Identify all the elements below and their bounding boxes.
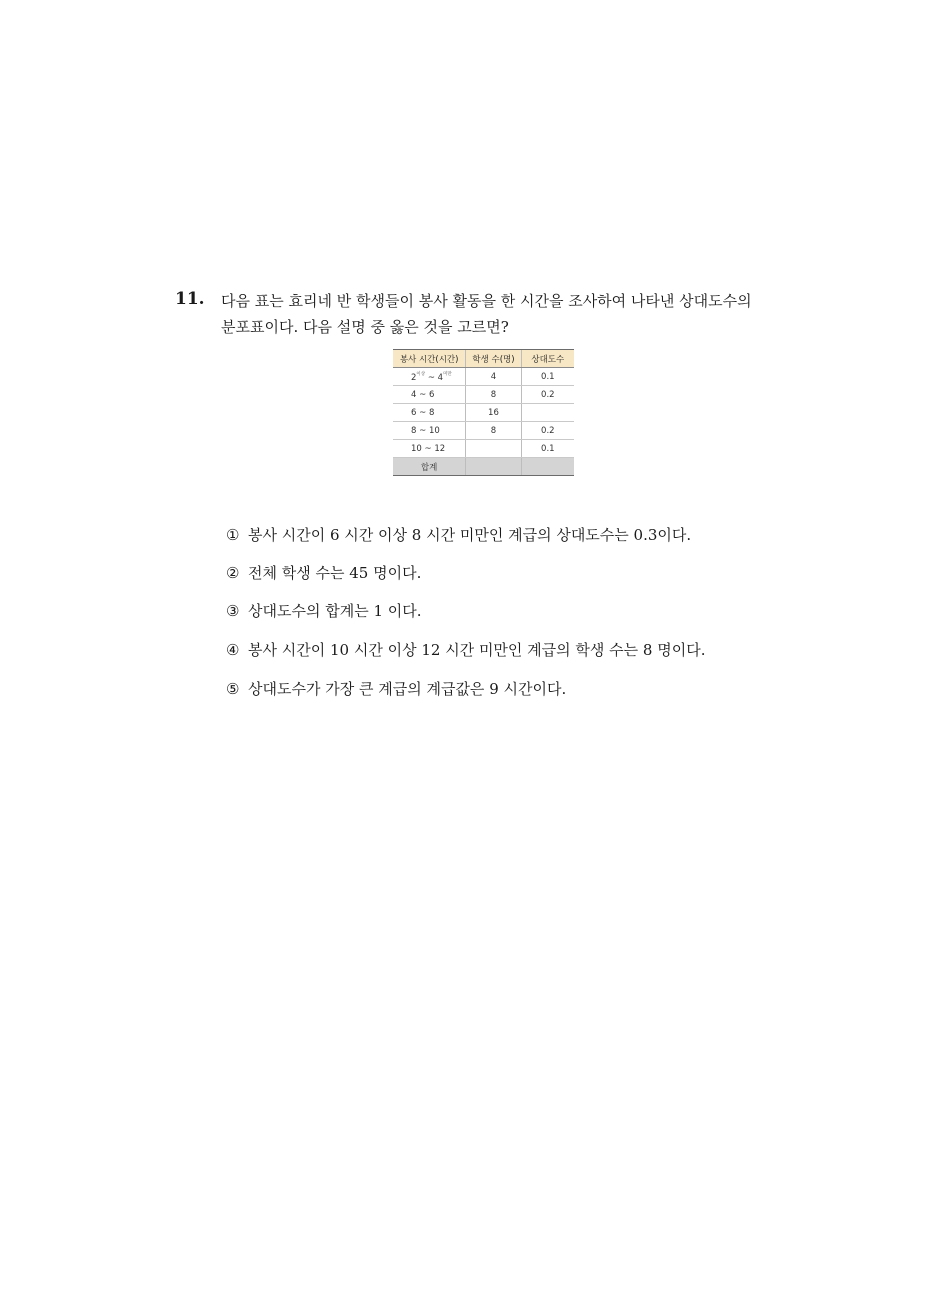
question-text-line2: 분포표이다. 다음 설명 중 옳은 것을 고르면? [221,318,509,336]
relative-frequency-cell: 0.2 [521,422,574,440]
choice-mark: ③ [226,602,240,620]
choice-text: 전체 학생 수는 45 명이다. [248,564,422,582]
table-row [393,422,574,440]
relative-frequency-table [393,349,574,476]
relative-frequency-cell: 0.2 [521,386,574,404]
range-cell: 10 ~ 12 [393,440,466,458]
choice-mark: ① [226,526,240,544]
table-header-row [393,350,574,368]
table-row [393,368,574,386]
header-students: 학생 수(명) [466,350,521,368]
question-number: 11. [175,289,205,309]
range-cell: 6 ~ 8 [393,404,466,422]
table-total-row [393,458,574,476]
choice-1[interactable] [226,524,691,545]
choice-text: 봉사 시간이 6 시간 이상 8 시간 미만인 계급의 상대도수는 0.3이다. [248,526,692,544]
choice-mark: ④ [226,641,240,659]
total-count-cell [466,458,521,476]
count-cell [466,440,521,458]
range-cell: 8 ~ 10 [393,422,466,440]
choice-3[interactable] [226,600,422,621]
choice-text: 봉사 시간이 10 시간 이상 12 시간 미만인 계급의 학생 수는 8 명이다. [248,641,706,659]
relative-frequency-cell: 0.1 [521,368,574,386]
choice-mark: ② [226,564,240,582]
choice-text: 상대도수의 합계는 1 이다. [248,602,422,620]
choice-mark: ⑤ [226,680,240,698]
total-label: 합계 [393,458,466,476]
choice-5[interactable] [226,678,566,699]
count-cell: 8 [466,422,521,440]
total-relative-frequency-cell [521,458,574,476]
count-cell: 16 [466,404,521,422]
header-relative-frequency: 상대도수 [521,350,574,368]
table-row [393,386,574,404]
relative-frequency-cell [521,404,574,422]
count-cell: 8 [466,386,521,404]
count-cell: 4 [466,368,521,386]
choice-text: 상대도수가 가장 큰 계급의 계급값은 9 시간이다. [248,680,567,698]
relative-frequency-cell: 0.1 [521,440,574,458]
table-row [393,440,574,458]
header-hours: 봉사 시간(시간) [393,350,466,368]
table-row [393,404,574,422]
range-cell: 4 ~ 6 [393,386,466,404]
question-text-line1: 다음 표는 효리네 반 학생들이 봉사 활동을 한 시간을 조사하여 나타낸 상대도수의 [221,292,752,310]
range-cell: $2^{이상}$ ~ $4^{미만}$ [393,368,466,386]
choice-4[interactable] [226,639,705,660]
choice-2[interactable] [226,562,421,583]
